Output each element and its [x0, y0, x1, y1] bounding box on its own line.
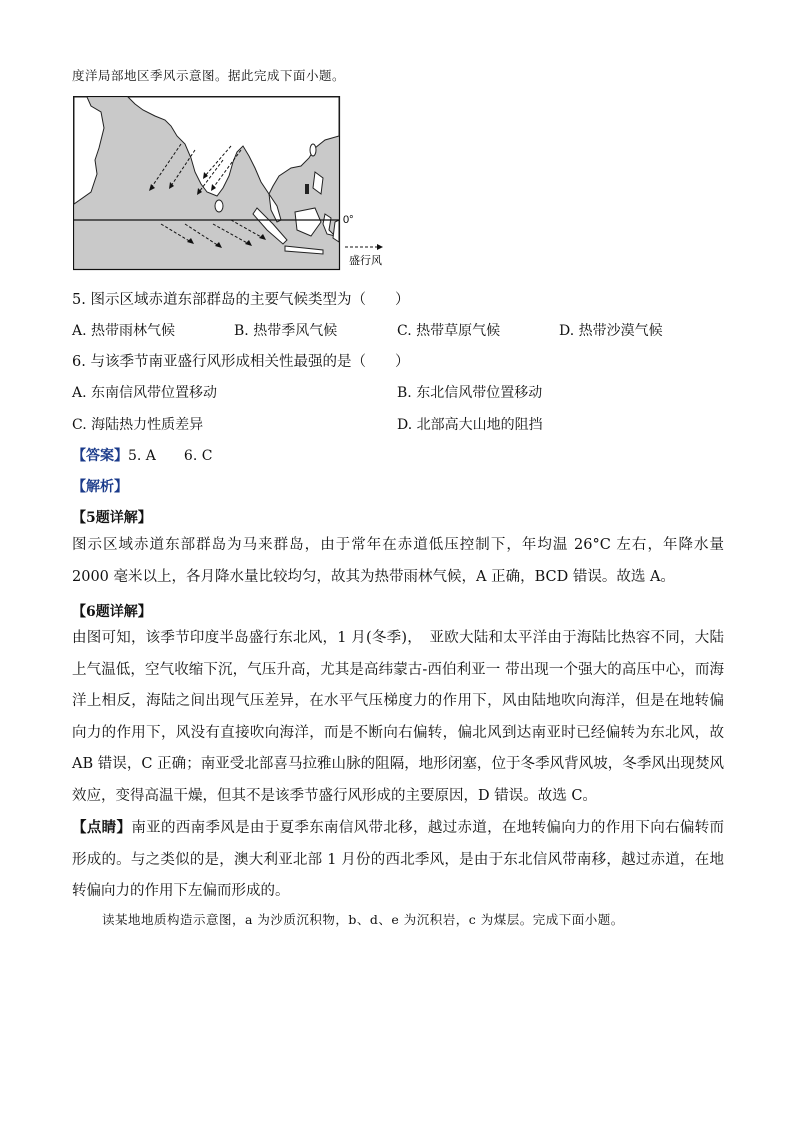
answer-line: [72, 445, 212, 465]
legend-arrowhead: [377, 244, 383, 250]
q5-option-c[interactable]: C. 热带草原气候: [397, 323, 501, 339]
q5-option-a[interactable]: A. 热带雨林气候: [72, 323, 176, 339]
detail5-tag: 【5题详解】: [72, 510, 152, 526]
answer-tag: 【答案】: [72, 448, 128, 464]
q5-stem: 5. 图示区域赤道东部群岛的主要气候类型为（ ）: [72, 292, 410, 308]
tip-paragraph: [72, 812, 724, 908]
next-question-caption: 读某地地质构造示意图，a 为沙质沉积物，b、d、e 为沉积岩，c 为煤层。完成下面小题。: [102, 912, 624, 927]
dark-island: [305, 184, 309, 194]
q6-stem: 6. 与该季节南亚盛行风形成相关性最强的是（ ）: [72, 354, 410, 370]
q6-option-b[interactable]: B. 东北信风带位置移动: [397, 385, 543, 401]
sri-lanka: [215, 200, 223, 212]
detail6-text: 由图可知，该季节印度半岛盛行东北风，1 月(冬季)， 亚欧大陆和太平洋由于海陆比热容不同，大陆上气温低，空气收缩下沉，气压升高，尤其是高纬蒙古-西伯利亚一 带出现一个强大的高压中心，而海洋上相反，海陆之间出现气压差异，在水平气压梯度力的作用下，风由陆地吹向海洋，但是在地转偏向力的作用下，风没有直接吹向海洋，而是不断向右偏转，偏北风到达南亚时已经偏转为东北风，故 AB 错误，C 正确；南亚受北部喜马拉雅山脉的阻隔，地形闭塞，位于冬季风背风坡，冬季风出现焚风效应，变得高温干燥，但其不是该季节盛行风形成的主要原因，D 错误。故选 C。: [72, 630, 724, 804]
detail6-tag: 【6题详解】: [72, 604, 152, 620]
answer-text: 5. A 6. C: [128, 448, 213, 464]
detail5-text: 图示区域赤道东部群岛为马来群岛，由于常年在赤道低压控制下，年均温 26°C 左右，年降水量 2000 毫米以上，各月降水量比较均匀，故其为热带雨林气候，A 正确，BCD 错误。故选 A。: [72, 537, 724, 585]
tip-tag: 【点睛】: [72, 819, 132, 836]
analysis-tag: 【解析】: [72, 479, 128, 495]
legend-label: 盛行风: [349, 255, 382, 267]
q5-option-b[interactable]: B. 热带季风气候: [234, 323, 338, 339]
taiwan: [310, 144, 316, 156]
intro-text: 度洋局部地区季风示意图。据此完成下面小题。: [72, 68, 346, 83]
q6-option-a[interactable]: A. 东南信风带位置移动: [72, 385, 218, 401]
tip-text: 南亚的西南季风是由于夏季东南信风带北移，越过赤道，在地转偏向力的作用下向右偏转而形成的。与之类似的是，澳大利亚北部 1 月份的西北季风，是由于东北信风带南移，越过赤道，在地转偏向力的作用下左偏而形成的。: [72, 820, 725, 899]
q6-option-c[interactable]: C. 海陆热力性质差异: [72, 417, 204, 433]
equator-label: 0°: [343, 214, 354, 226]
q5-option-d[interactable]: D. 热带沙漠气候: [559, 323, 663, 339]
q6-option-d[interactable]: D. 北部高大山地的阻挡: [397, 417, 543, 433]
monsoon-map: [73, 96, 391, 272]
